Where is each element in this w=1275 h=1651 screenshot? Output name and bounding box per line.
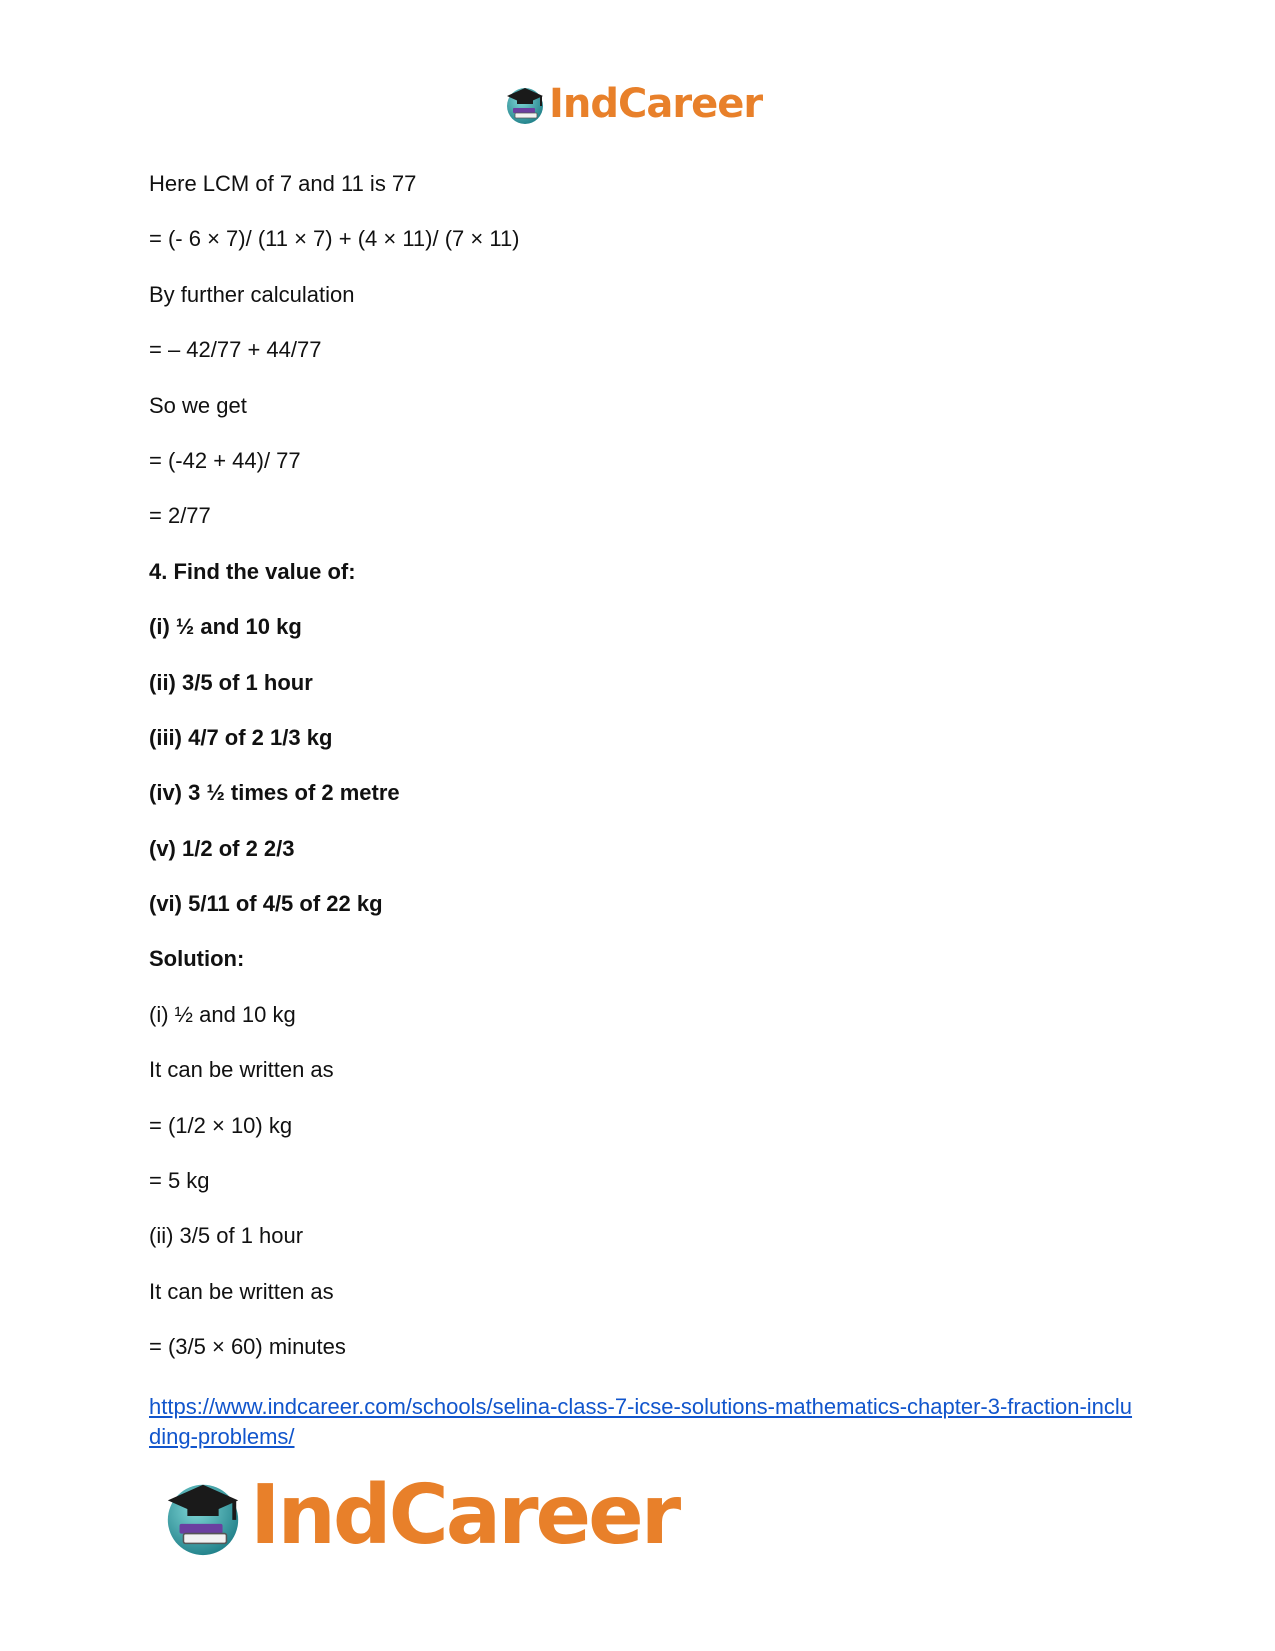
text-line: Here LCM of 7 and 11 is 77 — [149, 171, 417, 196]
text-line: = (3/5 × 60) minutes — [149, 1334, 346, 1360]
graduation-cap-books-globe-icon — [503, 82, 547, 126]
question-heading: 4. Find the value of: — [149, 558, 356, 584]
text-line: = 2/77 — [149, 503, 211, 529]
text-line: It can be written as — [149, 1278, 334, 1304]
brand-name: IndCareer — [250, 1468, 679, 1563]
question-part: (v) 1/2 of 2 2/3 — [149, 835, 295, 861]
question-part: (iii) 4/7 of 2 1/3 kg — [149, 724, 333, 750]
text-line: = (1/2 × 10) kg — [149, 1112, 293, 1138]
source-url-link[interactable]: https://www.indcareer.com/schools/selina-class-7-icse-solutions-mathematics-chapter-3-fraction-including-problems/ — [149, 1394, 1133, 1449]
document-body — [149, 171, 1129, 1390]
brand-name: IndCareer — [549, 81, 763, 127]
text-line: (i) ½ and 10 kg — [149, 1001, 296, 1027]
text-line: (ii) 3/5 of 1 hour — [149, 1223, 304, 1249]
text-line: = – 42/77 + 44/77 — [149, 337, 322, 363]
question-part: (i) ½ and 10 kg — [149, 614, 302, 640]
solution-heading: Solution: — [149, 946, 245, 972]
text-line: = (- 6 × 7)/ (11 × 7) + (4 × 11)/ (7 × 11) — [149, 226, 520, 252]
question-part: (ii) 3/5 of 1 hour — [149, 669, 313, 695]
footer-logo — [160, 1468, 678, 1564]
graduation-cap-books-globe-icon — [160, 1473, 246, 1559]
header-logo — [503, 80, 762, 128]
text-line: It can be written as — [149, 1057, 334, 1083]
text-line: = 5 kg — [149, 1168, 210, 1194]
text-line: = (-42 + 44)/ 77 — [149, 447, 301, 473]
question-part: (vi) 5/11 of 4/5 of 22 kg — [149, 891, 383, 917]
text-line: By further calculation — [149, 281, 355, 307]
question-part: (iv) 3 ½ times of 2 metre — [149, 780, 400, 806]
text-line: So we get — [149, 392, 247, 418]
